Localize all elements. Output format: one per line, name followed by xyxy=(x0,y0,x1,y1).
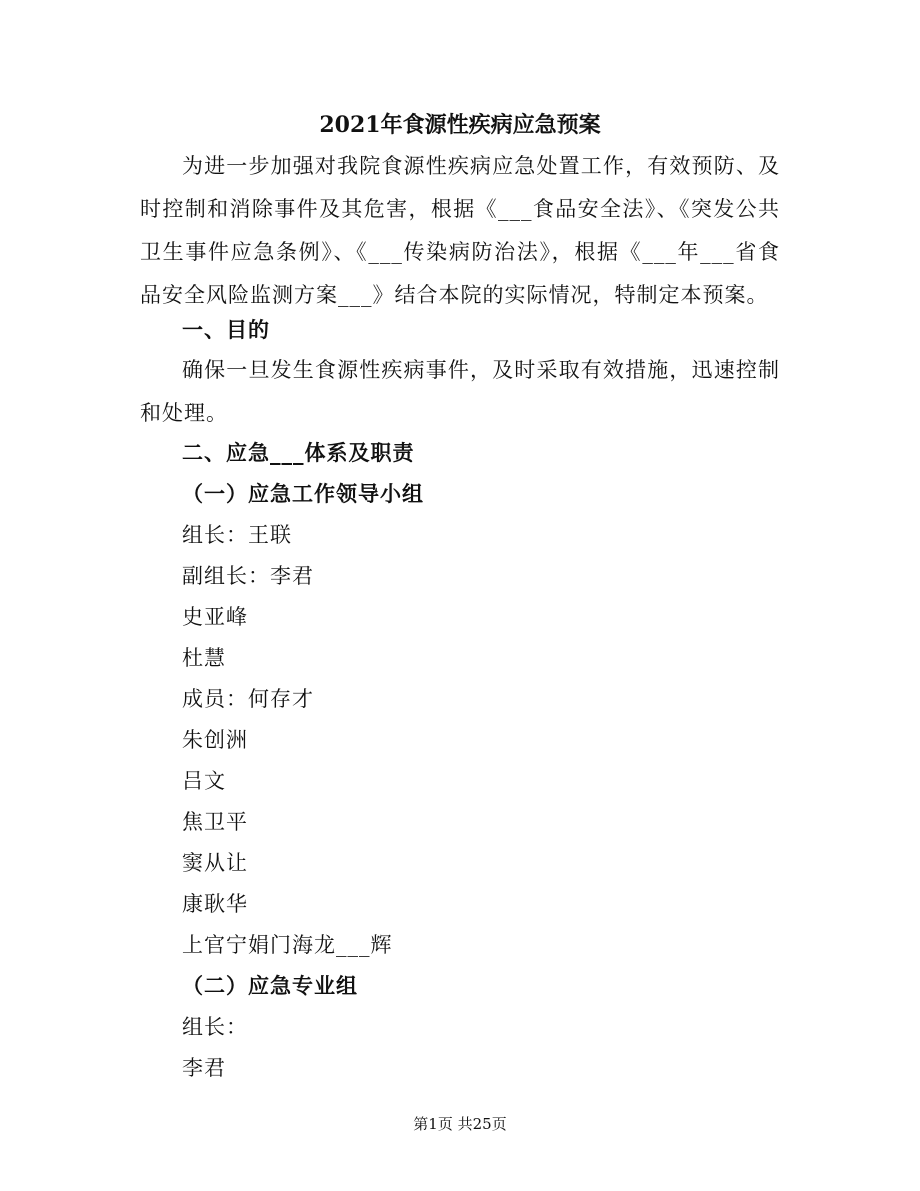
leadership-member-line: 杜慧 xyxy=(182,646,226,670)
subsection-heading-professional-group: （二）应急专业组 xyxy=(182,973,358,998)
intro-paragraph: 为进一步加强对我院食源性疾病应急处置工作，有效预防、及时控制和消除事件及其危害，根据《___食品安全法》、《突发公共卫生事件应急条例》、《___传染病防治法》，根据《___年___省食品安全风险监测方案___》结合本院的实际情况，特制定本预案。 xyxy=(140,154,780,307)
professional-member-line: 李君 xyxy=(182,1056,226,1080)
professional-member-line: 组长： xyxy=(182,1015,248,1039)
purpose-paragraph: 确保一旦发生食源性疾病事件，及时采取有效措施，迅速控制和处理。 xyxy=(140,358,780,425)
subsection-heading-leadership-group: （一）应急工作领导小组 xyxy=(182,481,424,506)
leadership-member-line: 吕文 xyxy=(182,769,226,793)
section-heading-purpose: 一、目的 xyxy=(182,317,270,342)
leadership-member-line: 成员：何存才 xyxy=(182,687,314,711)
page-number-footer: 第1页 共25页 xyxy=(413,1115,507,1133)
section-heading-emergency-system: 二、应急___体系及职责 xyxy=(182,440,415,465)
leadership-member-line: 朱创洲 xyxy=(182,728,248,752)
document-title: 2021年食源性疾病应急预案 xyxy=(319,112,601,138)
leadership-member-line: 史亚峰 xyxy=(182,605,248,629)
leadership-member-line: 副组长：李君 xyxy=(182,564,314,588)
leadership-member-line: 康耿华 xyxy=(182,892,248,916)
leadership-member-line: 焦卫平 xyxy=(182,810,248,834)
leadership-member-line: 窦从让 xyxy=(182,851,248,875)
leadership-member-line: 上官宁娟门海龙___辉 xyxy=(182,933,393,957)
leadership-member-line: 组长：王联 xyxy=(182,523,292,547)
